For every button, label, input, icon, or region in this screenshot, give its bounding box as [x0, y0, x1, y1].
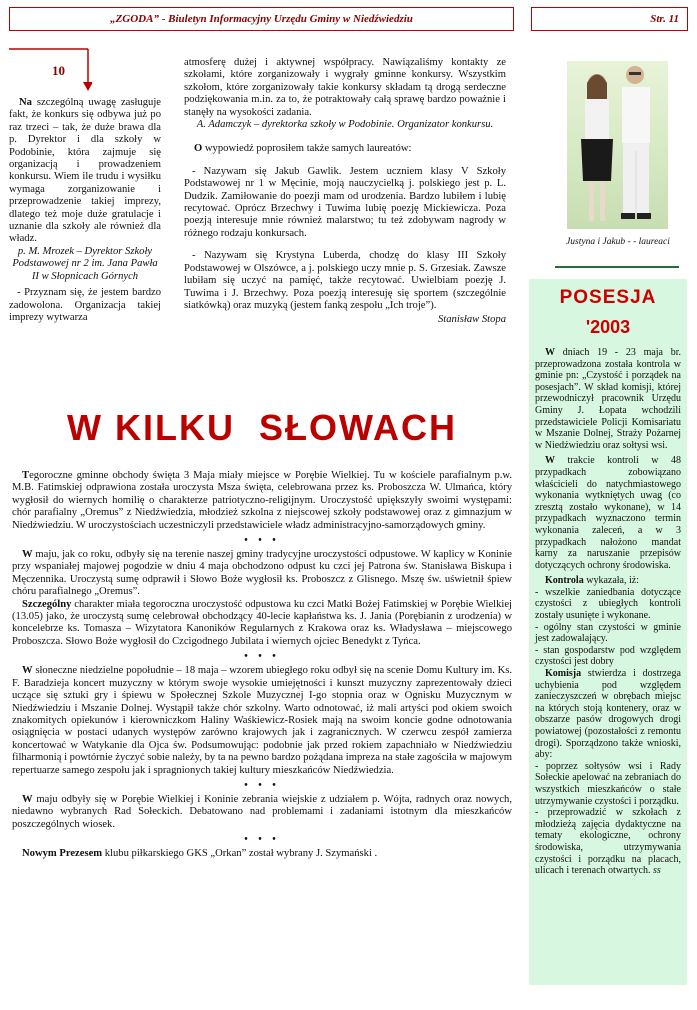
header-title: „ZGODA” - Biuletyn Informacyjny Urzędu Gminy w Niedźwiedziu — [110, 13, 413, 25]
left-para-1: Na szczególną uwagę zasługuje fakt, że konkurs się odbywa już po raz trzeci – tak, że duże brawa dla p. Dyrektor i dla szkoły w Podobinie, która zajmuje się organizacją i prowadzeniem konkursu. Wiem ile trudu i wysiłku wymaga zorganizowanie i przeprowadzenie takiej imprezy, dlatego też moje duże gratulacje i uznanie dla szkoły ale również dla władz. — [9, 97, 161, 245]
header-page-box — [531, 7, 688, 31]
posesja-p6: - stan gospodarstw pod względem czystości jest dobry — [535, 644, 681, 668]
posesja-body — [529, 338, 687, 877]
wkilku-s3: Szczególny charakter miała tegoroczna uroczystość odpustowa ku czci Matki Bożej Fatimskiej w Porębie Wielkiej (13.05) jako, że uroczystą sumę celebrował obchodzący 40-lecie kapłaństwa ks. J. Jania (Porębianin z urodzenia) w koncelebrze ks. Tomasza – Wizytatora Kanoników Regularnych z Krakowa oraz ks. Władysława – miejscowego Proboszcza. Słowo Boże wygłosił do Czcigodnego Jubilata i wiernych ojciec Benedykt z Tyńca. — [12, 598, 512, 647]
middle-column — [184, 57, 506, 327]
wkilku-title: W KILKU SŁOWACH — [67, 407, 457, 448]
posesja-title: POSESJA — [559, 287, 657, 308]
mid-para-2: O wypowiedź poprosiłem także samych laureatów: — [194, 143, 412, 155]
signature-adamczyk: A. Adamczyk – dyrektorka szkoły w Podobinie. Organizator konkursu. — [196, 119, 494, 131]
posesja-p3: Kontrola wykazała, iż: — [545, 575, 639, 587]
separator-2: • • • — [244, 651, 280, 663]
photo-laureates — [567, 61, 668, 229]
signature-stopa: Stanisław Stopa — [438, 314, 506, 326]
posesja-panel — [529, 279, 687, 985]
posesja-p7: Komisja stwierdza i dostrzega uchybienia pod względem zanieczyszczeń w obrębach miejsc na których stoją kontenery, oraz w obszarze pasów drogowych drogi powiatowej (pozostałości z remontu drogi). Sporządzono także wnioski, aby: — [535, 668, 681, 761]
posesja-p5: - ogólny stan czystości w gminie jest zadowalający. — [535, 621, 681, 645]
posesja-p2: W trakcie kontroli w 48 przypadkach zobowiązano właścicieli do natychmiastowego wykonania wytkniętych uwag (co zresztą zostało wykonane), w 14 przypadkach wyznaczono termin wykonania zaleceń, a w 3 przypadkach nałożono mandat karny za naruszanie przepisów dotyczących ochrony środowiska. — [535, 455, 681, 571]
posesja-p4: - wszelkie zaniedbania dotyczące czystości z ubiegłych kontroli zostały usunięte i wykonane. — [535, 586, 681, 622]
posesja-p9: - przeprowadzić w szkołach z młodzieżą zajęcia dydaktyczne na tematy ekologiczne, ochrony środowiska, utrzymywania czystości i porządku na placach, ulicach i terenach otwartych. ss — [535, 807, 681, 877]
photo-caption: Justyna i Jakub - - laureaci — [566, 237, 670, 247]
laureates-photo-icon — [567, 61, 668, 229]
red-arrow-icon — [8, 48, 92, 92]
mid-para-3: - Nazywam się Jakub Gawlik. Jestem uczniem klasy V Szkoły Podstawowej nr 1 w Męcinie, moją nauczycielką j. polskiego jest p. L. Dudzik. Zamiłowanie do poezji mam od urodzenia. Bardzo lubiłem i lubię recytować. Oprócz Brzechwy i Tuwima lubię poezję Mickiewicza. Poza poezją interesuje mnie również malarstwo; tu też zdobywam nagrody w różnego rodzaju konkursach. — [184, 165, 506, 239]
page-number: Str. 11 — [650, 13, 679, 25]
posesja-year: '2003 — [585, 317, 631, 337]
posesja-p8: - poprzez sołtysów wsi i Rady Sołeckie apelować na zebraniach do wszystkich mieszkańców o stałe utrzymywanie czystości i porządku. — [535, 760, 681, 807]
left-para-2: - Przyznam się, że jestem bardzo zadowolona. Organizacja takiej imprezy wytwarza — [9, 287, 161, 323]
separator-1: • • • — [244, 535, 280, 547]
mid-para-1: atmosferę dużej i aktywnej współpracy. Nawiązaliśmy kontakty ze szkołami, które zorganizowały i wygrały gminne konkursy. Wszystkim szkołom, które zorganizowały takie konkursy składam tą drogą serdeczne podziękowania m.in. za to, że potraktowały całą sprawę bardzo poważnie i stanęły na wysokości zadania. — [184, 57, 506, 118]
wkilku-s4: W słoneczne niedzielne popołudnie – 18 maja – wzorem ubiegłego roku odbył się na scenie Domu Kultury im. Ks. F. Baradzieja koncert muzyczny w którym swoje wysokie umiejętności i kunszt muzyczny zaprezentowały dzieci uczące się sztuki gry i śpiewu w Społecznej Szkole Muzycznej I-go stopnia oraz w Ognisku Muzycznym w Niedźwiedziu i Mszanie Dolnej. Wystąpił także chór szkolny. Warto odnotować, iż mali artyści pod okiem swoich znakomitych opiekunów i kierowniczkom Haliny Waśkiewicz-Rosiek mają na swoim koncie godne odnotowania osiągnięcia w postaci udanych występów zarówno krajowych jak i zagranicznych. W czerwcu zespół zamierza koncertować w Watykanie dla Ojca św. Podsumowując: podobnie jak przed rokiem zapachniało w Niedźwiedziu filharmonią i powtórnie życzyć sobie należy, by ta na pewno bardzo pożądana impreza na stałe zagościła w majowym repertuarze samego zespołu jak i spragnionych takiej kultury mieszkańców Niedźwiedzia. — [12, 665, 512, 776]
signature-mrozek: p. M. Mrozek – Dyrektor Szkoły Podstawowej nr 2 im. Jana Pawła II w Słopnicach Górnych — [12, 245, 158, 282]
continuation-number: 10 — [52, 63, 65, 78]
wkilku-s1: Tegoroczne gminne obchody święta 3 Maja miały miejsce w Porębie Wielkiej. Tu w kościele parafialnym p.w. M.B. Fatimskiej odprawiona została uroczysta Msza święta, celebrowana przez ks. Proboszcza W. Ulmańca, który wygłosił do wiernych homilię o charakterze patriotyczno-religijnym. Uroczystość upiększyły swoimi występami: chór parafialny „Oremus” z Niedźwiedzia, młodzież szkolna z niejscowej szkoły podstawowej oraz z gimnazjum w Niedźwiedziu. W uroczystościach uczestniczyli przedstawiciele władz administracyjno-samorządowych gminy. — [12, 470, 512, 531]
mid-para-4: - Nazywam się Krystyna Luberda, chodzę do klasy III Szkoły Podstawowej w Olszówce, a j. polskiego uczy mnie p. S. Grzesiak. Zawsze lubiłam się uczyć na pamięć, także recytować. Uwielbiam poezję J. Tuwima i J. Brzechwy. Poza poezją interesuję się sportem (szczególnie siatkówką) oraz muzyką (jestem fanką zespołu „Ich troje”). — [184, 250, 506, 311]
posesja-p1: W dniach 19 - 23 maja br. przeprowadzona została kontrola w gminie pn: „Czystość i porządek na posesjach”. W skład komisji, której przewodniczył pracownik Urzędu Gminy J. Łopata wchodzili przedstawiciele Policji Komisariatu w Mszanie Dolnej, Straży Pożarnej w Niedźwiedziu oraz sołtysi wsi. — [535, 347, 681, 451]
photo-divider — [555, 266, 679, 268]
header-title-box — [9, 7, 514, 31]
separator-3: • • • — [244, 779, 280, 791]
wkilku-body — [12, 470, 512, 861]
left-column — [9, 97, 161, 324]
separator-4: • • • — [244, 834, 280, 846]
wkilku-s5: W maju odbyły się w Porębie Wielkiej i Koninie zebrania wiejskie z udziałem p. Wójta, radnych oraz nowych, niedawno wybranych Rad Sołeckich. Debatowano nad problemami i zadaniami istotnym dla mieszkańców poszczególnych wiosek. — [12, 793, 512, 830]
wkilku-s6: Nowym Prezesem klubu piłkarskiego GKS „Orkan” został wybrany J. Szymański . — [22, 848, 378, 860]
wkilku-s2: W maju, jak co roku, odbyły się na terenie naszej gminy tradycyjne uroczystości odpustowe. W kaplicy w Koninie przy wspaniałej majowej pogodzie w dniu 4 maja obchodzono odpust ku czci jej Patrona św. Stanisława Biskupa i Męczennika. Uroczystą sumę odprawił i Słowo Boże wygłosił ks. Proboszcz z Glisnego. Mszę św. uświetnił śpiew chóru parafialnego „Oremus”. — [12, 549, 512, 598]
